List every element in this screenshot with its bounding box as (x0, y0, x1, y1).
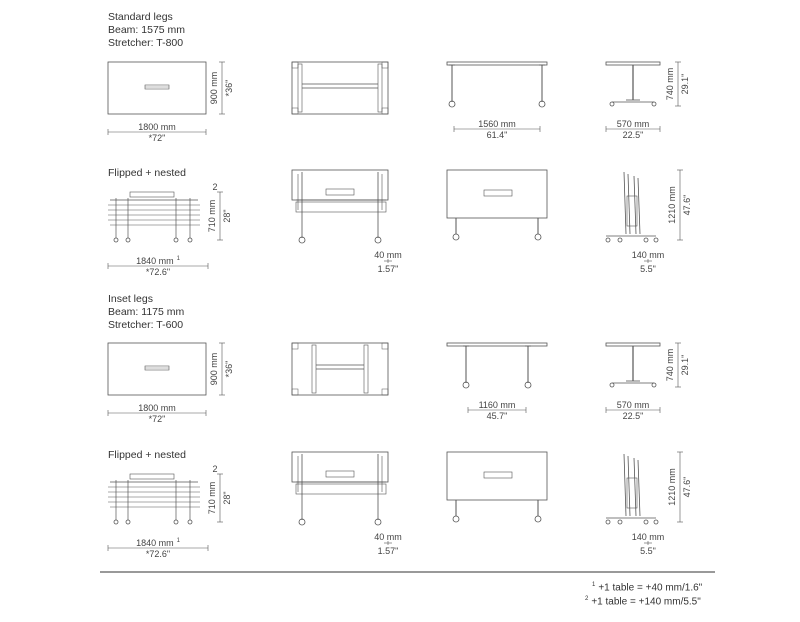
dimension-label: 1800 mm (138, 122, 176, 132)
dimension-label: 1160 mm (478, 400, 516, 410)
front-elevation-1 (447, 62, 547, 140)
dimension-label: 2 (212, 464, 218, 474)
side-elevation-3 (606, 343, 690, 421)
dimension-label: 47.6" (682, 194, 692, 216)
dimension-label: 5.5" (640, 264, 656, 274)
dimension-label: 1.57" (377, 264, 399, 274)
section-title-standard-legs: Standard legs Beam: 1575 mm Stretcher: T-800 (108, 11, 186, 49)
dimension-label: 1840 mm $^1$ (136, 256, 180, 266)
dimension-label: 28" (222, 491, 232, 505)
section-title-inset-legs: Inset legs Beam: 1175 mm Stretcher: T-600 (108, 293, 185, 331)
dimension-label: 1560 mm (478, 119, 516, 129)
dimension-label: 29.1" (680, 354, 690, 376)
dimension-label: 140 mm (631, 532, 665, 542)
dimension-label: 740 mm (665, 67, 675, 101)
dimension-label: 40 mm (374, 532, 402, 542)
section-title-flipped-nested-2: Flipped + nested (108, 449, 186, 461)
underside-view-1 (292, 62, 388, 114)
front-elevation-2 (447, 170, 547, 240)
dimension-label: *72.6" (145, 267, 171, 277)
dimension-label: 45.7" (486, 411, 508, 421)
dimension-label: 1210 mm (667, 468, 677, 506)
dimension-label: 2 (212, 182, 218, 192)
plan-view-2 (108, 182, 232, 277)
dimension-label: 1800 mm (138, 403, 176, 413)
dimension-label: *36" (224, 360, 234, 378)
dimension-label: 61.4" (486, 130, 508, 140)
dimension-label: 570 mm (616, 119, 650, 129)
underside-view-4 (292, 452, 402, 556)
dimension-label: *72.6" (145, 549, 171, 559)
plan-view-1 (108, 62, 234, 143)
front-elevation-3 (447, 343, 547, 421)
plan-view-4 (108, 464, 232, 559)
dimension-label: 1210 mm (667, 186, 677, 224)
dimension-label: *36" (224, 79, 234, 97)
side-elevation-1 (606, 62, 690, 140)
dimension-label: 5.5" (640, 546, 656, 556)
dimension-label: 22.5" (622, 411, 644, 421)
dimension-label: 570 mm (616, 400, 650, 410)
dimension-label: 740 mm (665, 348, 675, 382)
dimension-label: 22.5" (622, 130, 644, 140)
underside-view-2 (292, 170, 402, 274)
underside-view-3 (292, 343, 388, 395)
plan-view-3 (108, 343, 234, 424)
dimension-label: 1840 mm $^1$ (136, 538, 180, 548)
footnote-1: $^1$ +1 table = +40 mm/1.6" (592, 582, 703, 594)
dimension-label: 710 mm (207, 481, 217, 515)
dimension-label: *72" (148, 133, 166, 143)
side-elevation-2 (606, 170, 692, 274)
dimension-label: 1.57" (377, 546, 399, 556)
dimension-label: 28" (222, 209, 232, 223)
dimension-label: 40 mm (374, 250, 402, 260)
dimension-label: *72" (148, 414, 166, 424)
front-elevation-4 (447, 452, 547, 522)
dimension-label: 47.6" (682, 476, 692, 498)
footnote-2: $^2$ +1 table = +140 mm/5.5" (585, 596, 701, 608)
dimension-label: 140 mm (631, 250, 665, 260)
dimension-label: 710 mm (207, 199, 217, 233)
dimension-label: 900 mm (209, 352, 219, 386)
dimension-label: 900 mm (209, 71, 219, 105)
dimension-label: 29.1" (680, 73, 690, 95)
side-elevation-4 (606, 452, 692, 556)
section-title-flipped-nested-1: Flipped + nested (108, 167, 186, 179)
